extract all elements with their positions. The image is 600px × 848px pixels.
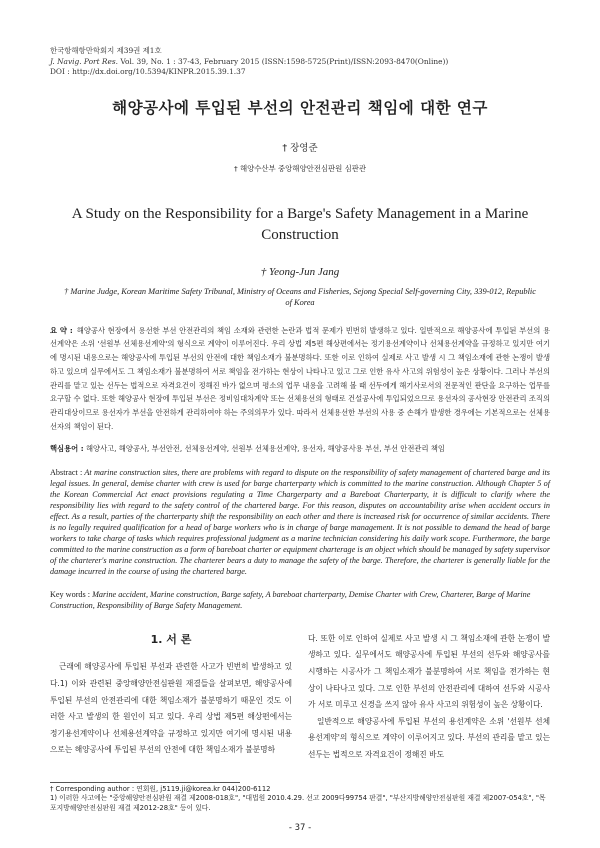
body-columns <box>50 631 550 764</box>
footnote-divider <box>50 782 240 783</box>
intro-paragraph-2: 일반적으로 해양공사에 투입된 부선의 용선계약은 소위 '선원부 선체용선계약'의 형식으로 계약이 이루어지고 있다. 부선의 관리를 맡고 있는 선두는 법적으로 자격요건이 정해진 바도 <box>308 716 550 760</box>
keywords-ko-label: 핵심용어 : <box>50 443 84 453</box>
section-heading: 1. 서 론 <box>150 632 192 646</box>
journal-abbreviation: J. Navig. Port Res. <box>50 56 118 66</box>
corresponding-author-note: † Corresponding author : 연회원, j5119.ji@korea.kr 044)200-6112 <box>50 785 271 793</box>
footnotes <box>50 782 550 813</box>
paper-title-en: A Study on the Responsibility for a Barge's Safety Management in a Marine Construction <box>71 205 529 243</box>
affiliation-ko: † 해양수산부 중앙해양안전심판원 심판관 <box>233 163 367 173</box>
abstract-en-label: Abstract : <box>50 467 83 477</box>
abstract-en-text: At marine construction sites, there are problems with regard to dispute on the responsibility of safety management of chartered barge and its legal issues. In general, demise charter with crew is used for barge charterparty which is committed to the marine construction. Although Chapter 5 of the Korean Commercial Act enact provisions regulating a Time Chargerparty and a Bareboat Charterparty, it is difficult to clarify where the responsibility lies with regard to the safety control of the chartered barge. For this reason, disputes on accountability arise when accident occurs in effect. As a result, parties of the charterparty shift the responsibility on each other and there is increased risk for occurrence of similar accidents. There is no legally required qualification for a head of barge workers who is in charge of barge management. It is not possible to demand the head of barge workers to take charge of tasks which requires professional judgment as a marine technician considering his daily work scope. Furthermore, the barge committed to the marine construction as a form of bareboat charter or equipment charterage is an object which should be managed by safety supervisor of the charterer's marine construction. The charterer bears a duty to manage the safety of the barge. Therefore, the charterer is generally liable for the damage incurred in the course of using the chartered barge. <box>50 467 550 576</box>
paper-title-ko: 해양공사에 투입된 부선의 안전관리 책임에 대한 연구 <box>112 98 488 117</box>
affiliation-en: † Marine Judge, Korean Maritime Safety Tribunal, Ministry of Oceans and Fisheries, Sejong Special Self-governing City, 339-012, Republic of Korea <box>64 286 536 307</box>
body-column-right <box>308 631 550 764</box>
journal-header <box>50 46 550 78</box>
footnote-1: 1) 이러한 사고에는 "중앙해양안전심판원 재결 제2008-018호", "대법원 2010.4.29. 선고 2009다99754 판결", "부산지방해양안전심판원 재결 제2007-054호", "목포지방해양안전심판원 재결 제2012-28호" 등이 있다. <box>50 794 546 812</box>
page-number: - 37 - <box>288 823 312 833</box>
intro-paragraph-1: 근래에 해양공사에 투입된 부선과 관련한 사고가 빈번히 발생하고 있다.1) 이와 관련된 중앙해양안전심판원 재결들을 살펴보면, 해양공사에 투입된 부선의 안전관리에 대한 책임소재가 불분명하기 때문인 것도 이러한 사고 발생의 한 원인이 되고 있다. 우리 상법 제5편 해상편에서는 정기용선계약이나 선체용선계약을 규정하고 있지만 여기에 명시된 내용으로는 해양공사에 투입된 부선의 안전에 대한 책임소재가 불분명하 <box>50 662 292 755</box>
keywords-en-label: Key words : <box>50 589 91 599</box>
abstract-ko <box>50 324 550 434</box>
abstract-ko-text: 해양공사 현장에서 용선한 부선 안전관리의 책임 소재와 관련한 논란과 법적 문제가 빈번히 발생하고 있다. 일반적으로 해양공사에 투입된 부선의 용선계약은 소위 '선원부 선체용선계약'의 형식으로 계약이 이루어진다. 우리 상법 제5편 해상편에서는 정기용선계약이나 선체용선계약을 규정하고 있지만 여기에 명시된 내용으로는 해양공사에 투입된 부선의 안전에 대한 책임소재가 불분명하다. 또한 이로 인하여 실제로 사고 발생 시 그 책임소재에 관한 논쟁이 발생하고 있으며 실무에서도 그 책임소재가 불분명하여 서로 책임을 전가하는 현상이 나타나고 있고 그로 인한 유사 사고의 위험성이 높은 상황이다. 그러나 부선의 관리를 맡고 있는 선두는 법적으로 자격요건이 정해진 바가 없으며 평소의 업무 내용을 고려해 볼 때 선두에게 해기사로서의 전문적인 판단을 요구하는 업무를 요구할 수 없다. 또한 해양공사 현장에 투입된 부선은 정비임대차계약 또는 선체용선의 형태로 건설공사에 투입되었으므로 용선자의 공사현장 안전관리 조직의 관리대상이므로 용선자가 부선을 안전하게 관리하여야 하는 주의의무가 있다. 따라서 선체용선한 부선의 사용 중 손해가 발생한 경우에는 기본적으로는 선체용선자의 책임이 된다. <box>50 325 550 432</box>
keywords-en-text: Marine accident, Marine construction, Barge safety, A bareboat charterparty, Demise Charter with Crew, Charterer, Barge of Marine Construction, Responsibility of Barge Safety Management. <box>50 589 531 610</box>
body-column-left <box>50 631 292 764</box>
keywords-ko <box>50 444 550 454</box>
citation-details: Vol. 39, No. 1 : 37-43, February 2015 (ISSN:1598-5725(Print)/ISSN:2093-8470(Online)) <box>117 56 449 66</box>
author-en: † Yeong-Jun Jang <box>260 265 340 278</box>
doi-line: DOI : http://dx.doi.org/10.5394/KINPR.2015.39.1.37 <box>50 67 246 76</box>
keywords-en <box>50 589 550 611</box>
intro-paragraph-1-cont: 다. 또한 이로 인하여 실제로 사고 발생 시 그 책임소재에 관한 논쟁이 발생하고 있다. 실무에서도 해양공사에 투입된 부선의 선두와 해양공사를 시행하는 시공사가 그 책임소재가 불분명하여 서로 책임을 전가하는 현상이 나타나고 있다. 그로 인한 부선의 안전관리에 대하여 선두와 시공사가 서로 미루고 신경을 쓰지 않아 유사 사고의 위험성이 높은 상황이다. <box>308 633 550 710</box>
abstract-ko-label: 요 약 : <box>50 325 73 335</box>
keywords-ko-text: 해양사고, 해양공사, 부선안전, 선체용선계약, 선원부 선체용선계약, 용선자, 해양공사용 부선, 부선 안전관리 책임 <box>83 443 445 453</box>
author-ko: † 장영준 <box>282 142 318 154</box>
journal-name-ko: 한국항해항만학회지 제39권 제1호 <box>50 46 162 55</box>
citation-line <box>50 57 550 68</box>
abstract-en <box>50 467 550 577</box>
